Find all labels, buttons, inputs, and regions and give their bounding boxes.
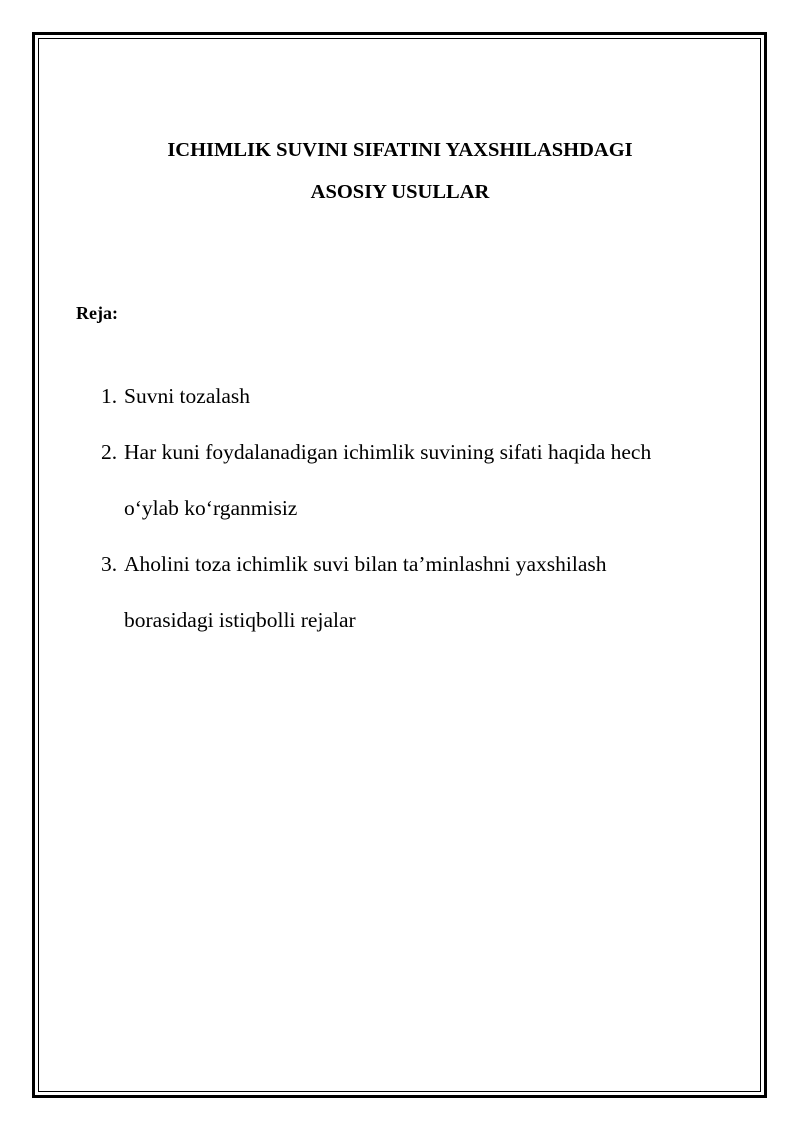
plan-item-text: Har kuni foydalanadigan ichimlik suvining sifati haqida hech (124, 440, 652, 464)
plan-item-number: 3. (101, 552, 118, 576)
plan-item-text-continued: borasidagi istiqbolli rejalar (124, 608, 356, 632)
plan-item-text: Suvni tozalash (124, 384, 250, 408)
document-title-line-2: ASOSIY USULLAR (310, 181, 490, 203)
plan-item-text: Aholini toza ichimlik suvi bilan ta’minlashni yaxshilash (124, 552, 607, 576)
plan-item-number: 2. (101, 440, 118, 464)
plan-item-text-continued: o‘ylab ko‘rganmisiz (124, 496, 298, 520)
plan-item-number: 1. (101, 384, 118, 408)
document-title-line-1: ICHIMLIK SUVINI SIFATINI YAXSHILASHDAGI (167, 139, 633, 161)
plan-heading: Reja: (76, 303, 118, 323)
